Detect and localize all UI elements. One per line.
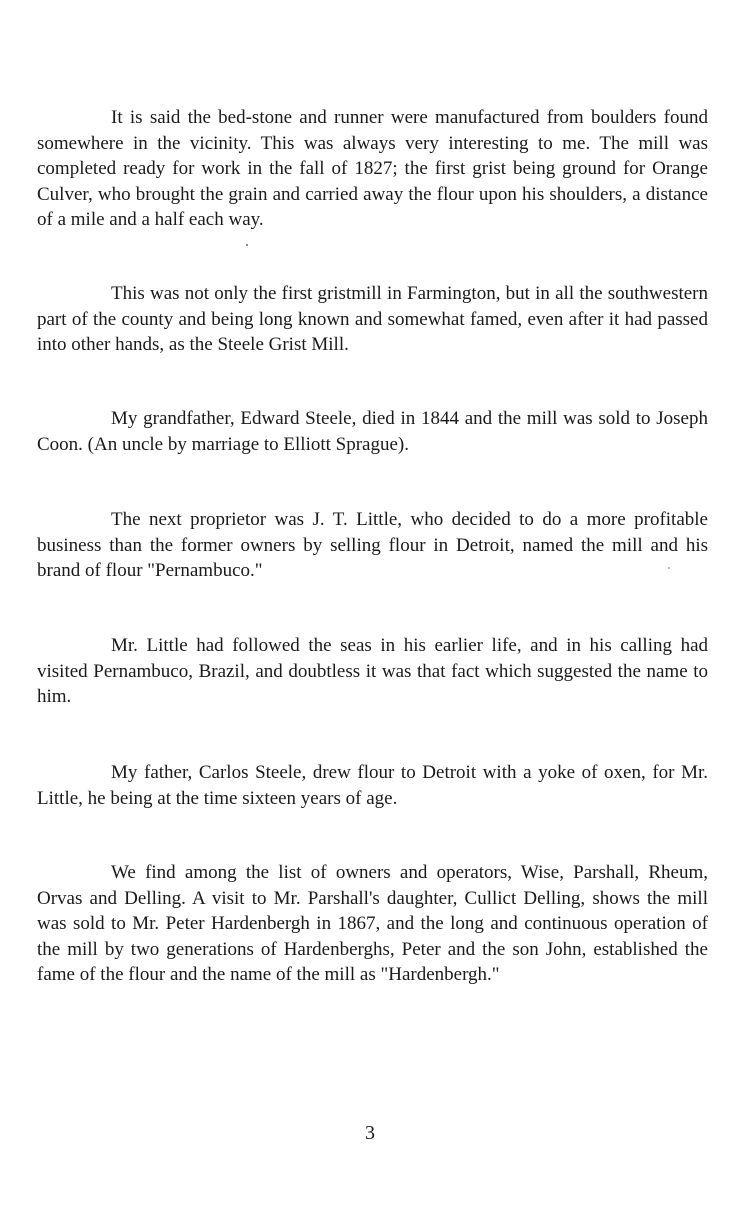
paragraph-mr-little: Mr. Little had followed the seas in his earlier life, and in his calling had visited Pernambuco, Brazil, and doubtless it was that fact which suggested the name to him.	[37, 635, 708, 707]
scan-speck	[246, 244, 248, 246]
scan-speck	[668, 567, 670, 569]
paragraph-next-proprietor: The next proprietor was J. T. Little, who decided to do a more profitable business than the former owners by selling flour in Detroit, named the mill and his brand of flour "Pernambuco."	[37, 509, 708, 581]
paragraph-bed-stone: It is said the bed-stone and runner were manufactured from boulders found somewhere in the vicinity. This was always very interesting to me. The mill was completed ready for work in the fall of 1827; the first grist being ground for Orange Culver, who brought the grain and carried away the flour upon his shoulders, a distance of a mile and a half each way.	[37, 107, 708, 230]
paragraph-owners: We find among the list of owners and operators, Wise, Parshall, Rheum, Orvas and Delling. A visit to Mr. Parshall's daughter, Cullict Delling, shows the mill was sold to Mr. Peter Hardenbergh in 1867, and the long and continuous operation of the mill by two generations of Hardenberghs, Peter and the son John, established the fame of the flour and the name of the mill as "Hardenbergh."	[37, 862, 708, 985]
paragraph-father: My father, Carlos Steele, drew flour to Detroit with a yoke of oxen, for Mr. Little, he being at the time sixteen years of age.	[37, 762, 708, 809]
paragraph-first-gristmill: This was not only the first gristmill in Farmington, but in all the southwestern part of the county and being long known and somewhat famed, even after it had passed into other hands, as the Steele Grist Mill.	[37, 283, 708, 355]
paragraph-grandfather: My grandfather, Edward Steele, died in 1844 and the mill was sold to Joseph Coon. (An uncle by marriage to Elliott Sprague).	[37, 408, 708, 455]
page-number: 3	[365, 1122, 375, 1144]
